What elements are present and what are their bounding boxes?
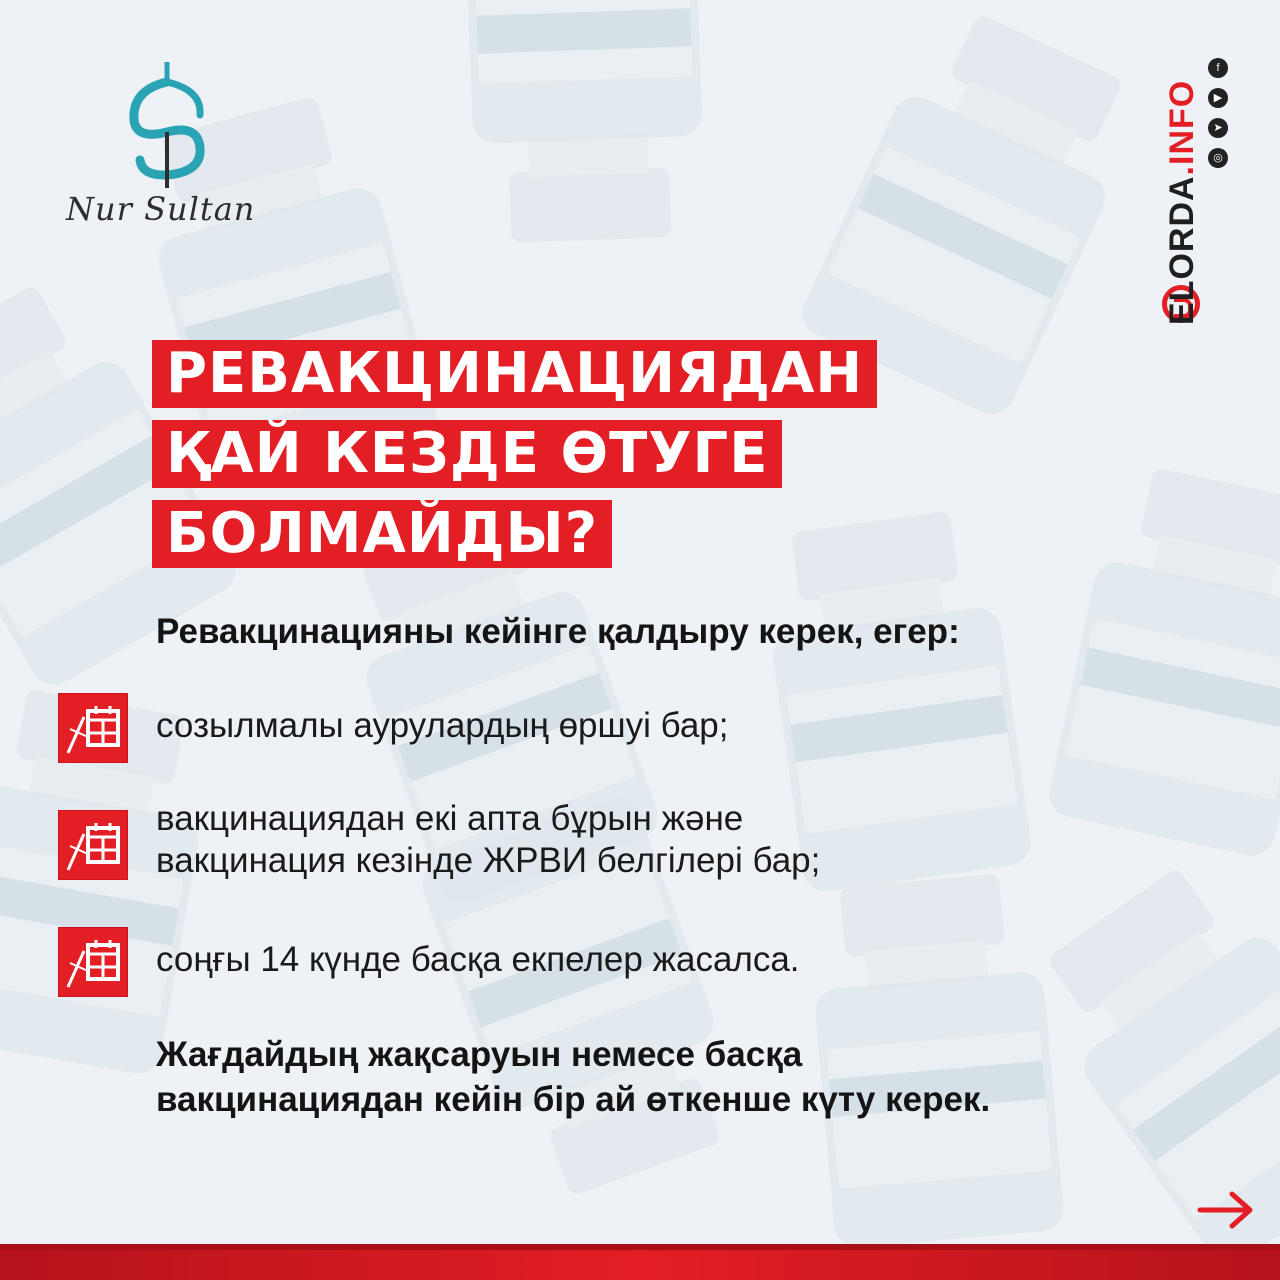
- footer-note-line: Жағдайдың жақсаруын немесе басқа: [156, 1035, 803, 1074]
- elorda-brand-text: [1163, 80, 1202, 325]
- list-item-text: [156, 705, 729, 747]
- bottom-red-bar: [0, 1250, 1280, 1280]
- next-arrow-icon[interactable]: [1196, 1190, 1256, 1230]
- instagram-icon[interactable]: ◎: [1208, 148, 1228, 168]
- title-line: БОЛМАЙДЫ?: [152, 500, 612, 568]
- social-icons: [1208, 58, 1230, 178]
- page-title: [152, 340, 877, 580]
- nur-sultan-emblem-icon: [112, 60, 222, 190]
- subtitle: Ревакцинацияны кейінге қалдыру керек, егер:: [156, 612, 960, 651]
- list-item-line: соңғы 14 күнде басқа екпелер жасалса.: [156, 940, 800, 979]
- footer-note: [156, 1032, 990, 1122]
- list-item-line: созылмалы аурулардың өршуі бар;: [156, 706, 729, 745]
- youtube-icon[interactable]: ▶: [1208, 88, 1228, 108]
- telegram-icon[interactable]: ➤: [1208, 118, 1228, 138]
- title-line: РЕВАКЦИНАЦИЯДАН: [152, 340, 877, 408]
- footer-note-line: вакцинациядан кейін бір ай өткенше күту керек.: [156, 1080, 991, 1119]
- brand-name-red: .INFO: [1163, 79, 1201, 176]
- logo-script-text: Nur Sultan: [66, 190, 256, 228]
- facebook-icon[interactable]: f: [1208, 58, 1228, 78]
- brand-name-dark: ELORDA: [1163, 175, 1201, 325]
- vaccine-calendar-icon: [58, 810, 128, 880]
- vaccine-calendar-icon: [58, 693, 128, 763]
- nur-sultan-logo: [66, 60, 256, 235]
- list-item-line: вакцинация кезінде ЖРВИ белгілері бар;: [156, 841, 821, 880]
- list-item-text: [156, 798, 820, 882]
- title-line: ҚАЙ КЕЗДЕ ӨТУГЕ: [152, 420, 782, 488]
- list-item-text: [156, 939, 800, 981]
- list-item-line: вакцинациядан екі апта бұрын және: [156, 799, 744, 838]
- vaccine-calendar-icon: [58, 927, 128, 997]
